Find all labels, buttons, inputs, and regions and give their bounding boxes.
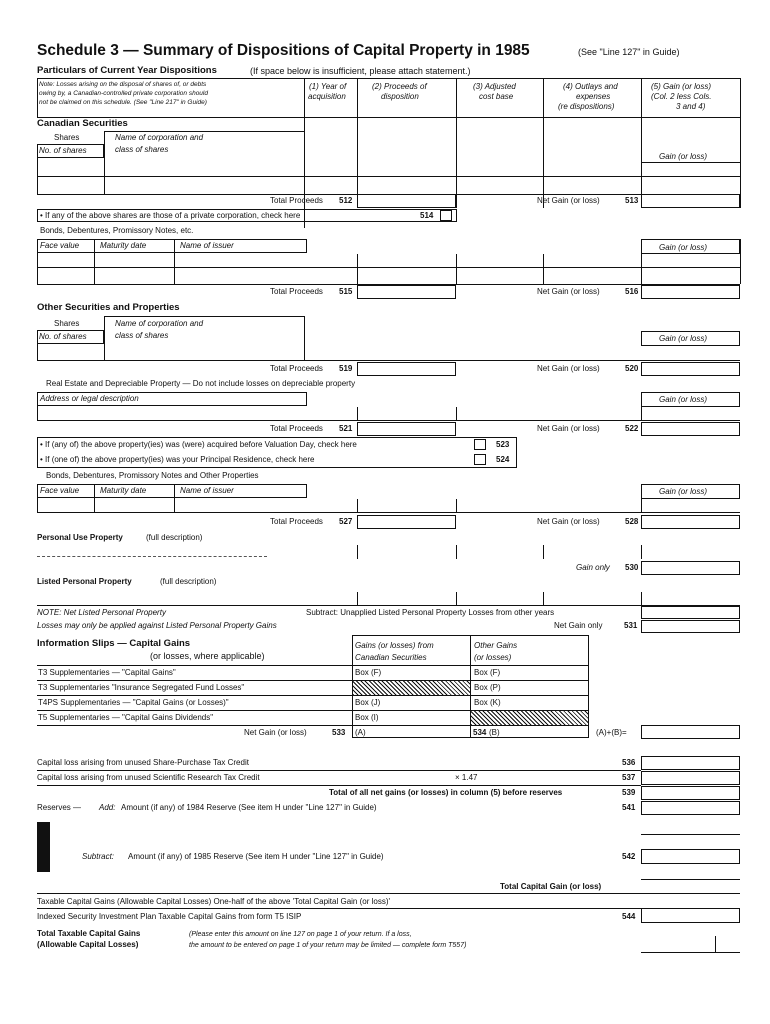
name-issuer-label: Name of issuer bbox=[180, 241, 234, 250]
other-shares-label: Shares bbox=[54, 319, 80, 328]
note-losses-line2: owing by, a Canadian-controlled private corporation should bbox=[39, 90, 208, 97]
valuation-day-checkbox[interactable] bbox=[474, 439, 486, 450]
gain-loss-label-1: Gain (or loss) bbox=[659, 152, 708, 161]
gain-only-label: Gain only bbox=[576, 563, 610, 572]
other-name-corp-label: Name of corporation and bbox=[115, 319, 204, 328]
other-bonds-heading: Bonds, Debentures, Promissory Notes and Other Properties bbox=[46, 471, 259, 480]
reserves-add: Add: bbox=[99, 803, 116, 812]
line-522: 522 bbox=[625, 424, 639, 433]
info-row-1-a[interactable]: Box (F) bbox=[355, 668, 382, 677]
col4-header-l2: expenses bbox=[576, 92, 611, 101]
page-title: Schedule 3 — Summary of Dispositions of Capital Property in 1985 bbox=[37, 42, 530, 59]
line-524: 524 bbox=[496, 455, 510, 464]
col4-header-l1: (4) Outlays and bbox=[563, 82, 618, 91]
total-net-gains-label: Total of all net gains (or losses) in column (5) before reserves bbox=[329, 788, 563, 797]
info-net-gain-label: Net Gain (or loss) bbox=[244, 728, 307, 737]
info-row-2-label: T3 Supplementaries "Insurance Segregated Fund Losses" bbox=[38, 683, 245, 692]
listed-note-label: NOTE: Net Listed Personal Property bbox=[37, 608, 166, 617]
info-col-b-l2: (or losses) bbox=[474, 653, 512, 662]
line-516: 516 bbox=[625, 287, 639, 296]
total-proceeds-512-label: Total Proceeds bbox=[270, 196, 323, 205]
net-gain-522-label: Net Gain (or loss) bbox=[537, 424, 600, 433]
net-gain-520-label: Net Gain (or loss) bbox=[537, 364, 600, 373]
line-536-field[interactable] bbox=[641, 756, 740, 770]
address-label: Address or legal description bbox=[40, 394, 139, 403]
valuation-day-check-label: • If (any of) the above property(ies) was (were) acquired before Valuation Day, check here bbox=[40, 440, 357, 449]
hatched-cell-a bbox=[353, 681, 470, 695]
total-proceeds-521-field[interactable] bbox=[357, 422, 456, 436]
net-gain-only-531-field[interactable] bbox=[641, 620, 740, 633]
reserves-1984-label: Amount (if any) of 1984 Reserve (See item H under "Line 127" in Guide) bbox=[121, 803, 377, 812]
ab-sum-field[interactable] bbox=[641, 725, 740, 739]
line-530: 530 bbox=[625, 563, 639, 572]
canadian-securities-heading: Canadian Securities bbox=[37, 118, 128, 129]
net-gain-only-label: Net Gain only bbox=[554, 621, 603, 630]
line-542-field[interactable] bbox=[641, 849, 740, 864]
line-527: 527 bbox=[339, 517, 353, 526]
col4-header-l3: (re dispositions) bbox=[558, 102, 615, 111]
gain-loss-label-4: Gain (or loss) bbox=[659, 395, 708, 404]
line-542: 542 bbox=[622, 852, 636, 861]
info-col-a-l2: Canadian Securities bbox=[355, 653, 427, 662]
line-534: 534 bbox=[473, 728, 487, 737]
subtract-label: Subtract: bbox=[82, 852, 115, 861]
col1-header-l1: (1) Year of bbox=[309, 82, 347, 91]
private-corp-check-label: • If any of the above shares are those of a private corporation, check here bbox=[40, 211, 301, 220]
total-proceeds-512-field[interactable] bbox=[357, 194, 456, 208]
no-shares-label: No. of shares bbox=[39, 146, 87, 155]
line-512: 512 bbox=[339, 196, 353, 205]
col2-header-l1: (2) Proceeds of bbox=[372, 82, 427, 91]
maturity-date-label: Maturity date bbox=[100, 241, 147, 250]
hatched-cell-b bbox=[471, 711, 588, 725]
line-539: 539 bbox=[622, 788, 636, 797]
unapplied-losses-label: Subtract: Unapplied Listed Personal Property Losses from other years bbox=[306, 608, 555, 617]
gain-loss-label-5: Gain (or loss) bbox=[659, 487, 708, 496]
footnote-line2: the amount to be entered on page 1 of your return may be limited — complete form T557) bbox=[189, 942, 467, 949]
col3-header-l1: (3) Adjusted bbox=[473, 82, 516, 91]
total-proceeds-519-label: Total Proceeds bbox=[270, 364, 323, 373]
line-544: 544 bbox=[622, 912, 636, 921]
personal-use-heading: Personal Use Property bbox=[37, 533, 123, 542]
total-proceeds-515-label: Total Proceeds bbox=[270, 287, 323, 296]
note-losses-line1: Note: Losses arising on the disposal of shares of, or debts bbox=[39, 81, 207, 88]
shares-label: Shares bbox=[54, 133, 80, 142]
total-proceeds-515-field[interactable] bbox=[357, 285, 456, 299]
col5-header-l2: (Col. 2 less Cols. bbox=[651, 92, 712, 101]
listed-personal-desc: (full description) bbox=[160, 577, 217, 586]
other-securities-heading: Other Securities and Properties bbox=[37, 302, 180, 313]
info-row-1-label: T3 Supplementaries — "Capital Gains" bbox=[38, 668, 176, 677]
other-no-shares-label: No. of shares bbox=[39, 332, 87, 341]
net-gain-522-field[interactable] bbox=[641, 422, 740, 436]
black-margin-bar bbox=[37, 822, 50, 872]
col5-header-l3: 3 and 4) bbox=[676, 102, 706, 111]
col2-header-l2: disposition bbox=[381, 92, 419, 101]
listed-personal-heading: Listed Personal Property bbox=[37, 577, 132, 586]
line-520: 520 bbox=[625, 364, 639, 373]
line-539-field[interactable] bbox=[641, 786, 740, 800]
particulars-heading: Particulars of Current Year Dispositions bbox=[37, 65, 217, 76]
line-519: 519 bbox=[339, 364, 353, 373]
personal-use-desc: (full description) bbox=[146, 533, 203, 542]
gain-loss-label-2: Gain (or loss) bbox=[659, 243, 708, 252]
line-521: 521 bbox=[339, 424, 353, 433]
gain-only-530-field[interactable] bbox=[641, 561, 740, 575]
line-523: 523 bbox=[496, 440, 510, 449]
total-proceeds-519-field[interactable] bbox=[357, 362, 456, 376]
info-row-4-label: T5 Supplementaries — "Capital Gains Dividends" bbox=[38, 713, 214, 722]
other-maturity-label: Maturity date bbox=[100, 486, 147, 495]
private-corp-checkbox[interactable] bbox=[440, 210, 452, 221]
gain-loss-header-2 bbox=[641, 239, 740, 254]
other-name-issuer-label: Name of issuer bbox=[180, 486, 234, 495]
name-corp-label: Name of corporation and bbox=[115, 133, 204, 142]
line-514: 514 bbox=[420, 211, 434, 220]
info-row-4-a[interactable]: Box (I) bbox=[355, 713, 379, 722]
net-gain-528-field[interactable] bbox=[641, 515, 740, 529]
scientific-research-label: Capital loss arising from unused Scientific Research Tax Credit bbox=[37, 773, 260, 782]
line-533: 533 bbox=[332, 728, 346, 737]
other-class-shares-label: class of shares bbox=[115, 331, 169, 340]
share-purchase-label: Capital loss arising from unused Share-Purchase Tax Credit bbox=[37, 758, 249, 767]
total-proceeds-527-field[interactable] bbox=[357, 515, 456, 529]
bonds-heading: Bonds, Debentures, Promissory Notes, etc. bbox=[40, 226, 194, 235]
net-gain-516-label: Net Gain (or loss) bbox=[537, 287, 600, 296]
total-taxable-line1: Total Taxable Capital Gains bbox=[37, 929, 141, 938]
col5-header-l1: (5) Gain (or loss) bbox=[651, 82, 712, 91]
net-gain-520-field[interactable] bbox=[641, 362, 740, 376]
info-row-3-a[interactable]: Box (J) bbox=[355, 698, 381, 707]
footnote-line1: (Please enter this amount on line 127 on page 1 of your return. If a loss, bbox=[189, 931, 412, 938]
line-537: 537 bbox=[622, 773, 636, 782]
ab-sum-label: (A)+(B)= bbox=[596, 728, 627, 737]
face-value-label: Face value bbox=[40, 241, 80, 250]
total-proceeds-527-label: Total Proceeds bbox=[270, 517, 323, 526]
unapplied-losses-field[interactable] bbox=[641, 606, 740, 619]
net-gain-528-label: Net Gain (or loss) bbox=[537, 517, 600, 526]
particulars-note: (If space below is insufficient, please attach statement.) bbox=[250, 66, 471, 76]
real-estate-heading: Real Estate and Depreciable Property — Do not include losses on depreciable property bbox=[46, 379, 356, 388]
principal-residence-checkbox[interactable] bbox=[474, 454, 486, 465]
indexed-security-label: Indexed Security Investment Plan Taxable Capital Gains from form T5 ISIP bbox=[37, 912, 302, 921]
col3-header-l2: cost base bbox=[479, 92, 514, 101]
reserves-1985-label: Amount (if any) of 1985 Reserve (See item H under "Line 127" in Guide) bbox=[128, 852, 384, 861]
line-536: 536 bbox=[622, 758, 636, 767]
net-gain-516-field[interactable] bbox=[641, 285, 740, 299]
line-531: 531 bbox=[624, 621, 638, 630]
info-a-label: (A) bbox=[355, 728, 366, 737]
info-row-3-b[interactable]: Box (K) bbox=[474, 698, 501, 707]
net-gain-513-label: Net Gain (or loss) bbox=[537, 196, 600, 205]
line-515: 515 bbox=[339, 287, 353, 296]
class-shares-label: class of shares bbox=[115, 145, 169, 154]
multiplier-label: × 1.47 bbox=[455, 773, 478, 782]
note-losses-line3: not be claimed on this schedule. (See "Line 217" in Guide) bbox=[39, 99, 207, 106]
col1-header-l2: acquisition bbox=[308, 92, 346, 101]
info-row-2-b[interactable]: Box (P) bbox=[474, 683, 501, 692]
total-proceeds-521-label: Total Proceeds bbox=[270, 424, 323, 433]
reserves-prefix: Reserves — bbox=[37, 803, 82, 812]
line-541: 541 bbox=[622, 803, 636, 812]
line-544-field[interactable] bbox=[641, 908, 740, 923]
line-513: 513 bbox=[625, 196, 639, 205]
info-slips-sub: (or losses, where applicable) bbox=[150, 651, 265, 661]
info-row-3-label: T4PS Supplementaries — "Capital Gains (or Losses)" bbox=[38, 698, 229, 707]
guide-reference: (See "Line 127" in Guide) bbox=[578, 47, 680, 57]
line-528: 528 bbox=[625, 517, 639, 526]
info-col-b-l1: Other Gains bbox=[474, 641, 518, 650]
info-slips-heading: Information Slips — Capital Gains bbox=[37, 638, 191, 649]
line-537-field[interactable] bbox=[641, 771, 740, 785]
principal-residence-check-label: • If (one of) the above property(ies) was your Principal Residence, check here bbox=[40, 455, 315, 464]
line-541-field[interactable] bbox=[641, 801, 740, 815]
gain-loss-label-3: Gain (or loss) bbox=[659, 334, 708, 343]
info-b-label: (B) bbox=[489, 728, 500, 737]
taxable-capital-gains-label: Taxable Capital Gains (Allowable Capital Losses) One-half of the above 'Total Capital Gain (or loss)' bbox=[37, 897, 391, 906]
net-gain-513-field[interactable] bbox=[641, 194, 740, 208]
info-row-1-b[interactable]: Box (F) bbox=[474, 668, 501, 677]
listed-note-rest: Losses may only be applied against Listed Personal Property Gains bbox=[37, 621, 277, 630]
total-taxable-line2: (Allowable Capital Losses) bbox=[37, 940, 139, 949]
total-capital-gain-label: Total Capital Gain (or loss) bbox=[500, 882, 602, 891]
info-col-a-l1: Gains (or losses) from bbox=[355, 641, 434, 650]
other-face-value-label: Face value bbox=[40, 486, 80, 495]
